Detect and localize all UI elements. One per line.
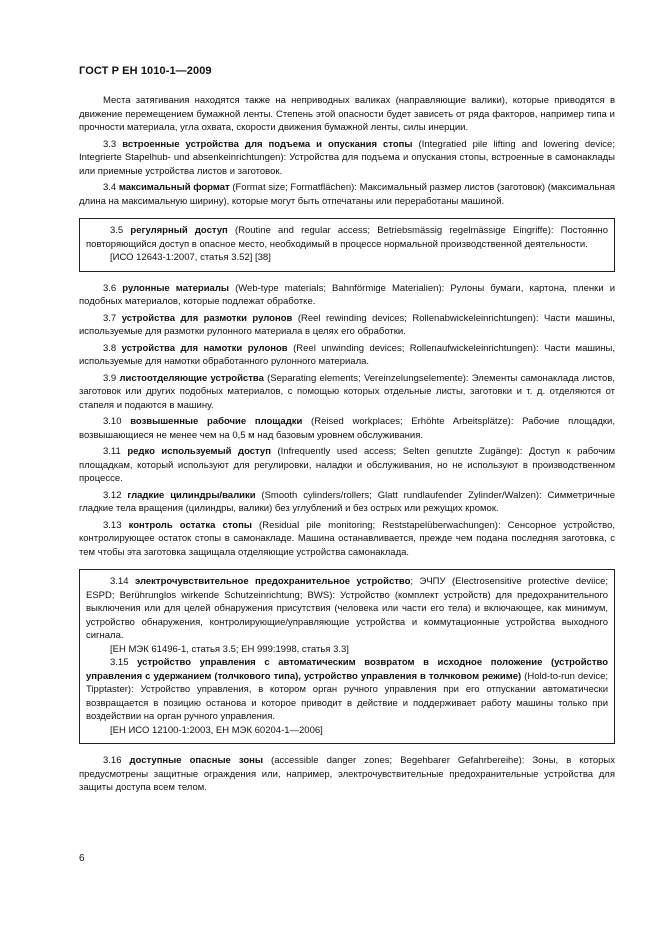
term-title: устройство управления с автоматическим возвратом в исходное положение (устройство управления с удержанием (толчкового типа), устройство управления в толчковом режиме) bbox=[86, 657, 609, 682]
term-number: 3.6 bbox=[103, 282, 117, 294]
term-definition: (Separating elements; Vereinzelungselemente): Элементы самонаклада листов, заготовок или других подобных материалов, с помощью которых отдельные листы, заготовки и т. д. отделяются от стапеля и подаются в машину. bbox=[79, 372, 616, 411]
term-number: 3.3 bbox=[103, 138, 117, 150]
term-3-6 bbox=[79, 282, 615, 309]
term-3-10 bbox=[79, 415, 615, 442]
boxed-section-1 bbox=[79, 218, 615, 272]
term-number: 3.15 bbox=[110, 657, 129, 668]
term-3-12 bbox=[79, 489, 615, 516]
term-title: возвышенные рабочие площадки bbox=[130, 416, 303, 427]
term-number: 3.10 bbox=[103, 416, 122, 427]
term-number: 3.4 bbox=[103, 182, 117, 193]
term-title: регулярный доступ bbox=[130, 225, 228, 236]
term-definition: (Routine and regular access; Betriebsmässig regelmässige Eingriffe): Постоянно повторяющийся доступ в опасное место, необходимый в процессе нормальной производственной деятельности. bbox=[86, 225, 608, 250]
term-3-3 bbox=[79, 138, 615, 179]
boxed-section-2 bbox=[79, 569, 615, 744]
term-title: контроль остатка стопы bbox=[128, 519, 252, 531]
term-title: гладкие цилиндры/валики bbox=[127, 489, 256, 501]
term-definition: (Reel rewinding devices; Rollenabwickeleinrichtungen): Части машины, используемые для размотки рулонного материала в целях его обработки. bbox=[79, 312, 615, 337]
page-number: 6 bbox=[79, 853, 85, 864]
term-3-4 bbox=[79, 181, 615, 208]
reference: [ЕН МЭК 61496-1, статья 3.5; ЕН 999:1998, статья 3.3] bbox=[110, 643, 349, 655]
term-definition: (Residual pile monitoring; Reststapelüberwachungen): Сенсорное устройство, контролирующее остаток стопы в самонакладе. Машина останавливается, прежде чем подана последняя заготовка, с тем чтобы эта заготовка защищала отделяющие устройства самонаклада. bbox=[79, 519, 615, 558]
term-number: 3.12 bbox=[103, 489, 122, 501]
term-3-5 bbox=[86, 224, 608, 251]
term-3-13 bbox=[79, 519, 615, 560]
term-3-11 bbox=[79, 445, 615, 486]
term-title: электрочувствительное предохранительное устройство bbox=[134, 576, 411, 587]
term-number: 3.5 bbox=[110, 225, 124, 236]
term-definition: (Hold-to-run device; Tipptaster): Устройство управления, в котором орган ручного управления при его отпускании автоматически возвращается в позицию останова и которое приводит в действие и поддерживает работу машины только при воздействии на орган ручного управления. bbox=[86, 670, 609, 722]
document-body bbox=[79, 94, 615, 795]
term-title: устройства для размотки рулонов bbox=[121, 312, 293, 324]
term-3-14 bbox=[86, 575, 608, 643]
term-3-15 bbox=[86, 656, 608, 724]
term-title: устройства для намотки рулонов bbox=[121, 342, 288, 354]
reference: [ИСО 12643-1:2007, статья 3.52] [38] bbox=[110, 252, 271, 263]
term-3-16 bbox=[79, 754, 615, 795]
paragraph-intro: Места затягивания находятся также на неприводных валиках (направляющие валики), которые приводятся в движение перемещением бумажной ленты. Степень этой опасности будет зависеть от ряда факторов, например типа и прочности материала, угла охвата, скорости движения бумажной ленты, силы инерции. bbox=[79, 95, 615, 133]
term-definition: (Infrequently used access; Selten genutzte Zugänge): Доступ к рабочим площадкам, который используют для регулировки, наладки и обслуживания, но не используют в производственном процессе. bbox=[79, 446, 616, 484]
term-title: максимальный формат bbox=[118, 182, 230, 193]
term-definition: (Reel unwinding devices; Rollenaufwickeleinrichtungen): Части машины, используемые для намотки обработанного рулонного материала. bbox=[79, 342, 616, 367]
term-number: 3.11 bbox=[103, 446, 121, 457]
term-number: 3.9 bbox=[103, 372, 117, 384]
term-definition: (Format size; Formatflächen): Максимальный размер листов (заготовок) (максимальная длина на максимальную ширину), которые могут быть отпечатаны или переработаны машиной. bbox=[79, 182, 616, 207]
document-header: ГОСТ Р ЕН 1010-1—2009 bbox=[79, 65, 212, 77]
term-3-8 bbox=[79, 342, 615, 369]
term-definition: (Smooth cylinders/rollers; Glatt rundlaufender Zylinder/Walzen): Симметричные гладкие тела вращения (цилиндры, валики) без углублений и без острых или режущих кромок. bbox=[79, 489, 616, 514]
term-number: 3.8 bbox=[103, 342, 117, 354]
reference: [ЕН ИСО 12100-1:2003, ЕН МЭК 60204-1—2006] bbox=[110, 724, 323, 736]
term-number: 3.7 bbox=[103, 312, 117, 324]
term-title: редко используемый доступ bbox=[127, 446, 271, 457]
term-definition: (Integratied pile lifting and lowering device; Integrierte Stapelhub- und absenkeinrichtungen): Устройства для подъема и опускания стопы, встроенные в самонаклады или приемные устройства листов и заготовок. bbox=[79, 138, 615, 177]
term-number: 3.16 bbox=[103, 755, 122, 766]
term-3-7 bbox=[79, 312, 615, 339]
term-title: встроенные устройства для подъема и опускания стопы bbox=[122, 138, 413, 150]
term-3-9 bbox=[79, 372, 615, 413]
term-definition: (accessible danger zones; Begehbarer Gefahrbereihe): Зоны, в которых предусмотрены защитные ограждения или, например, электрочувствительные предохранительные устройства для защиты доступа всем телом. bbox=[79, 755, 616, 793]
term-definition: ; ЭЧПУ (Electrosensitive protective deviice; ESPD; Berührunglos wirkende Schutzeinrichtung; BWS): Устройство (комплект устройств) для предохранительного выключения или для целей обнаружения присутствия (человека или части его тела) и включающее, как минимум, устройство обнаружения, контролирующие/управляющие устройства и коммутационные устройства выходного сигнала. bbox=[86, 576, 609, 641]
term-number: 3.13 bbox=[103, 519, 122, 531]
term-definition: (Reised workplaces; Erhöhte Arbeitsplätze): Рабочие площадки, возвышающиеся не менее чем на 0,5 м над базовым уровнем обслуживания. bbox=[79, 416, 616, 441]
term-title: листоотделяющие устройства bbox=[119, 372, 264, 384]
term-title: доступные опасные зоны bbox=[129, 755, 264, 766]
term-definition: (Web-type materials; Bahnförmige Materialien): Рулоны бумаги, картона, пленки и подобных материалов, которые подлежат обработке. bbox=[79, 282, 616, 307]
term-number: 3.14 bbox=[110, 576, 129, 587]
term-title: рулонные материалы bbox=[122, 282, 229, 294]
